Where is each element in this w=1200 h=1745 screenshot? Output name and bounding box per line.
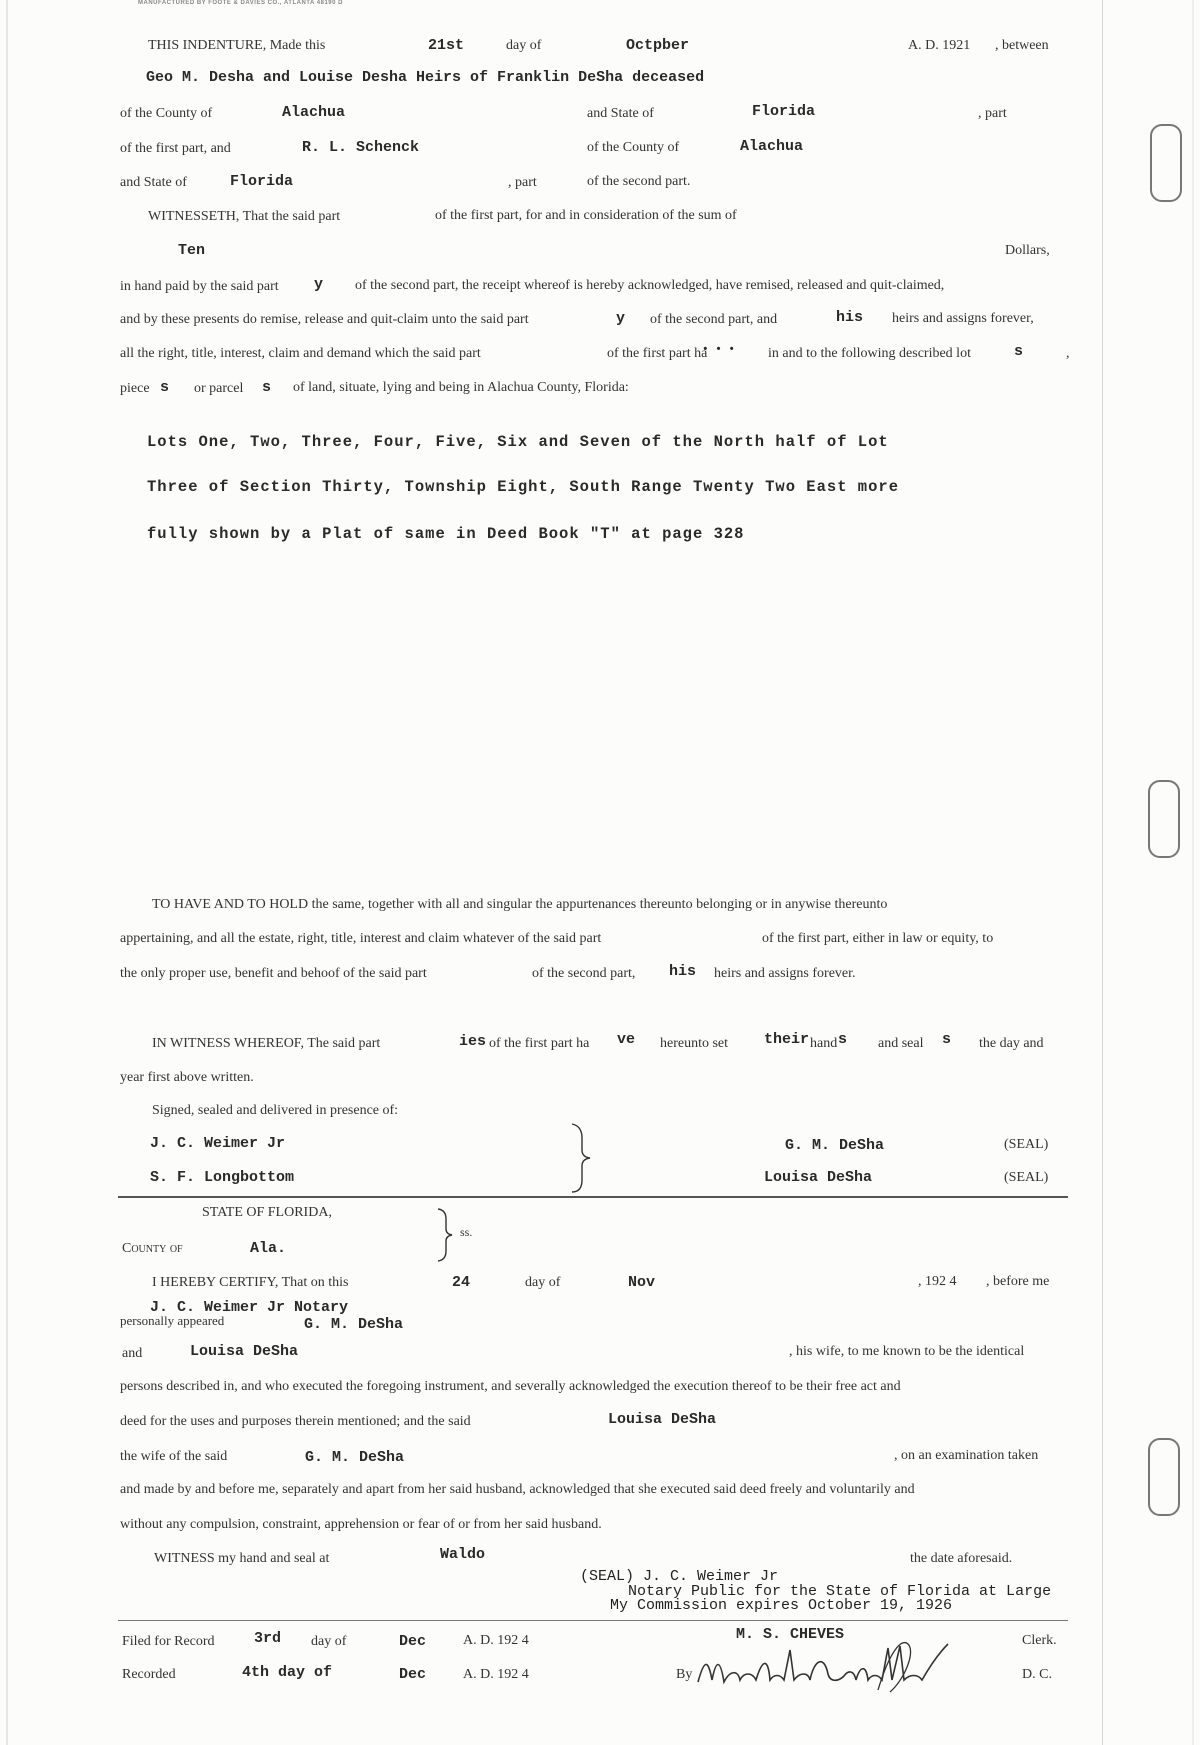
signer-1-seal: (SEAL) (1004, 1137, 1049, 1152)
binder-ring-middle (1148, 780, 1180, 858)
ack-year: , 192 4 (918, 1274, 957, 1289)
witnesseth-line6b: or parcel (194, 381, 244, 396)
indenture-year: A. D. 1921 (908, 38, 971, 53)
description-line1: Lots One, Two, Three, Four, Five, Six and Seven of the North half of Lot (147, 433, 889, 451)
witnesseth-line3a: in hand paid by the said part (120, 279, 279, 294)
ack-line4-name: Louisa DeSha (608, 1411, 717, 1428)
witnesseth-line5c: in and to the following described lot (768, 346, 971, 361)
grantee-state: Florida (230, 173, 294, 190)
witnesseth-line6-s1: s (160, 379, 170, 396)
of-county-label-2: of the County of (587, 140, 680, 155)
witness-clause-line1f: the day and (979, 1036, 1044, 1051)
signed-in-presence-label: Signed, sealed and delivered in presence of: (152, 1103, 399, 1118)
filed-month: Dec (399, 1633, 427, 1650)
witness-2-name: S. F. Longbottom (150, 1169, 295, 1186)
ack-county-label: County of (122, 1241, 183, 1256)
witnesseth-line3-fill: y (314, 276, 324, 293)
dollars-label: Dollars, (1005, 243, 1050, 258)
witness-1-name: J. C. Weimer Jr (150, 1135, 286, 1152)
ack-personally-appeared: personally appeared (120, 1313, 225, 1328)
ack-month: Nov (628, 1274, 656, 1291)
part-suffix: , part (978, 106, 1007, 121)
witness-clause-ve: ve (617, 1031, 636, 1048)
witnesseth-line6a: piece (120, 381, 150, 396)
witnesseth-line3b: of the second part, the receipt whereof is hereby acknowledged, have remised, released and quit-claimed, (355, 278, 945, 293)
recorded-year: A. D. 192 4 (463, 1667, 529, 1682)
indenture-day-of: day of (506, 38, 542, 53)
recorded-month: Dec (399, 1666, 427, 1683)
clerk-name: M. S. CHEVES (736, 1626, 845, 1643)
witnesseth-line5b: of the first part ha (607, 346, 708, 361)
ack-date-aforesaid: the date aforesaid. (910, 1551, 1013, 1566)
signer-2-seal: (SEAL) (1004, 1170, 1049, 1185)
habendum-line3c: heirs and assigns forever. (714, 966, 856, 981)
by-label: By (676, 1667, 693, 1682)
habendum-line3b: of the second part, (532, 966, 636, 981)
ack-certify-a: I HEREBY CERTIFY, That on this (152, 1275, 349, 1290)
manufacturer-line: MANUFACTURED BY FOOTE & DAVIES CO., ATLANTA 48190 D (138, 0, 343, 6)
witnesseth-line4-fill: y (616, 310, 626, 327)
recorded-label: Recorded (122, 1667, 176, 1682)
second-part-label: of the second part. (587, 174, 691, 189)
description-line3: fully shown by a Plat of same in Deed Book "T" at page 328 (147, 525, 745, 543)
signer-2-name: Louisa DeSha (764, 1169, 873, 1186)
filed-day-of: day of (311, 1634, 347, 1649)
ack-place: Waldo (440, 1546, 486, 1563)
notary-seal-line: (SEAL) J. C. Weimer Jr (580, 1568, 779, 1585)
recording-divider (118, 1620, 1068, 1621)
first-part-label: of the first part, and (120, 141, 231, 156)
signer-1-name: G. M. DeSha (785, 1137, 885, 1154)
habendum-line2b: of the first part, either in law or equity, to (762, 931, 994, 946)
witness-clause-line1a: IN WITNESS WHEREOF, The said part (152, 1036, 381, 1051)
filed-day: 3rd (254, 1630, 282, 1647)
habendum-line1: TO HAVE AND TO HOLD the same, together with all and singular the appurtenances thereunto belonging or in anywise thereunto (152, 897, 888, 912)
witnesseth-line5-s: s (1014, 343, 1024, 360)
ack-line5b: , on an examination taken (894, 1448, 1039, 1463)
witnesseth-line5-comma: , (1066, 346, 1070, 361)
witness-clause-line2: year first above written. (120, 1070, 254, 1085)
grantor-state: Florida (752, 103, 816, 120)
indenture-month: Octpber (626, 37, 690, 54)
ack-witness-hand: WITNESS my hand and seal at (154, 1551, 330, 1566)
grantors-names: Geo M. Desha and Louise Desha Heirs of Franklin DeSha deceased (146, 69, 705, 86)
witness-clause-s2: s (942, 1031, 952, 1048)
filed-for-record-label: Filed for Record (122, 1634, 215, 1649)
habendum-line3a: the only proper use, benefit and behoof of the said part (120, 966, 427, 981)
indenture-prefix: THIS INDENTURE, Made this (148, 38, 326, 53)
witnesseth-line4c: heirs and assigns forever, (892, 311, 1034, 326)
recorded-day: 4th day of (242, 1664, 333, 1681)
ack-state: STATE OF FLORIDA, (202, 1205, 332, 1220)
ack-before-me: , before me (986, 1274, 1050, 1289)
habendum-line3-his: his (669, 963, 697, 980)
page-left-edge (6, 0, 8, 1745)
ack-day: 24 (452, 1274, 471, 1291)
witness-clause-line1c: hereunto set (660, 1036, 729, 1051)
witnesseth-line1b: of the first part, for and in consideration of the sum of (435, 208, 737, 223)
description-line2: Three of Section Thirty, Township Eight, South Range Twenty Two East more (147, 478, 900, 496)
grantor-county: Alachua (282, 104, 346, 121)
ack-line5a: the wife of the said (120, 1449, 228, 1464)
ack-county: Ala. (250, 1240, 287, 1257)
ack-line6: and made by and before me, separately and apart from her said husband, acknowledged that she executed said deed freely and voluntarily and (120, 1482, 915, 1497)
witness-clause-line1d: hand (810, 1036, 838, 1051)
witnesseth-line6-s2: s (262, 379, 272, 396)
notary-commission-line: Notary Public for the State of Florida at Large (628, 1583, 1052, 1600)
witnesseth-line5-fill: • • • (702, 344, 736, 356)
ack-line5-name: G. M. DeSha (305, 1449, 405, 1466)
ack-his-wife: , his wife, to me known to be the identical (789, 1344, 1025, 1359)
ack-line7: without any compulsion, constraint, apprehension or fear of or from her said husband. (120, 1517, 602, 1532)
witnesseth-line4a: and by these presents do remise, release and quit-claim unto the said part (120, 312, 529, 327)
of-county-label: of the County of (120, 106, 213, 121)
and-state-label: and State of (587, 106, 654, 121)
witness-clause-line1e: and seal (878, 1036, 924, 1051)
ack-ss: ss. (460, 1225, 473, 1239)
witness-clause-ies: ies (459, 1033, 487, 1050)
venue-brace (434, 1207, 456, 1263)
binder-ring-top (1150, 124, 1182, 202)
signature-brace (568, 1122, 594, 1194)
deputy-clerk-signature (678, 1630, 978, 1700)
binder-ring-bottom (1148, 1438, 1180, 1516)
consideration-amount: Ten (178, 242, 206, 259)
witnesseth-line1a: WITNESSETH, That the said part (148, 209, 341, 224)
habendum-line2a: appertaining, and all the estate, right, title, interest and claim whatever of the said part (120, 931, 602, 946)
and-state-label-2: and State of (120, 175, 187, 190)
witness-clause-s1: s (838, 1031, 848, 1048)
witness-clause-line1b: of the first part ha (489, 1036, 590, 1051)
ack-line3: persons described in, and who executed the foregoing instrument, and severally acknowledged the execution thereof to be their free act and (120, 1379, 901, 1394)
dc-label: D. C. (1022, 1667, 1052, 1682)
indenture-between: , between (995, 38, 1049, 53)
ack-day-of: day of (525, 1275, 561, 1290)
ack-person-1: G. M. DeSha (304, 1316, 404, 1333)
ack-notary-name: J. C. Weimer Jr Notary (150, 1299, 349, 1316)
filed-year: A. D. 192 4 (463, 1633, 529, 1648)
witnesseth-line6c: of land, situate, lying and being in Alachua County, Florida: (293, 380, 629, 395)
witnesseth-line4b: of the second part, and (650, 312, 778, 327)
witnesseth-line5a: all the right, title, interest, claim and demand which the said part (120, 346, 481, 361)
indenture-day: 21st (428, 37, 465, 54)
ack-line4a: deed for the uses and purposes therein mentioned; and the said (120, 1414, 471, 1429)
page-right-margin-line (1102, 0, 1103, 1745)
grantee-county: Alachua (740, 138, 804, 155)
witness-clause-their: their (764, 1031, 810, 1048)
ack-and-label: and (122, 1346, 143, 1361)
grantee-name: R. L. Schenck (302, 139, 420, 156)
part-suffix-2: , part (508, 175, 537, 190)
ack-person-2: Louisa DeSha (190, 1343, 299, 1360)
witnesseth-line4-his: his (836, 309, 864, 326)
page-right-edge (1192, 0, 1194, 1745)
notary-expiry-line: My Commission expires October 19, 1926 (610, 1597, 953, 1614)
acknowledgment-divider (118, 1196, 1068, 1198)
clerk-label: Clerk. (1022, 1633, 1057, 1648)
